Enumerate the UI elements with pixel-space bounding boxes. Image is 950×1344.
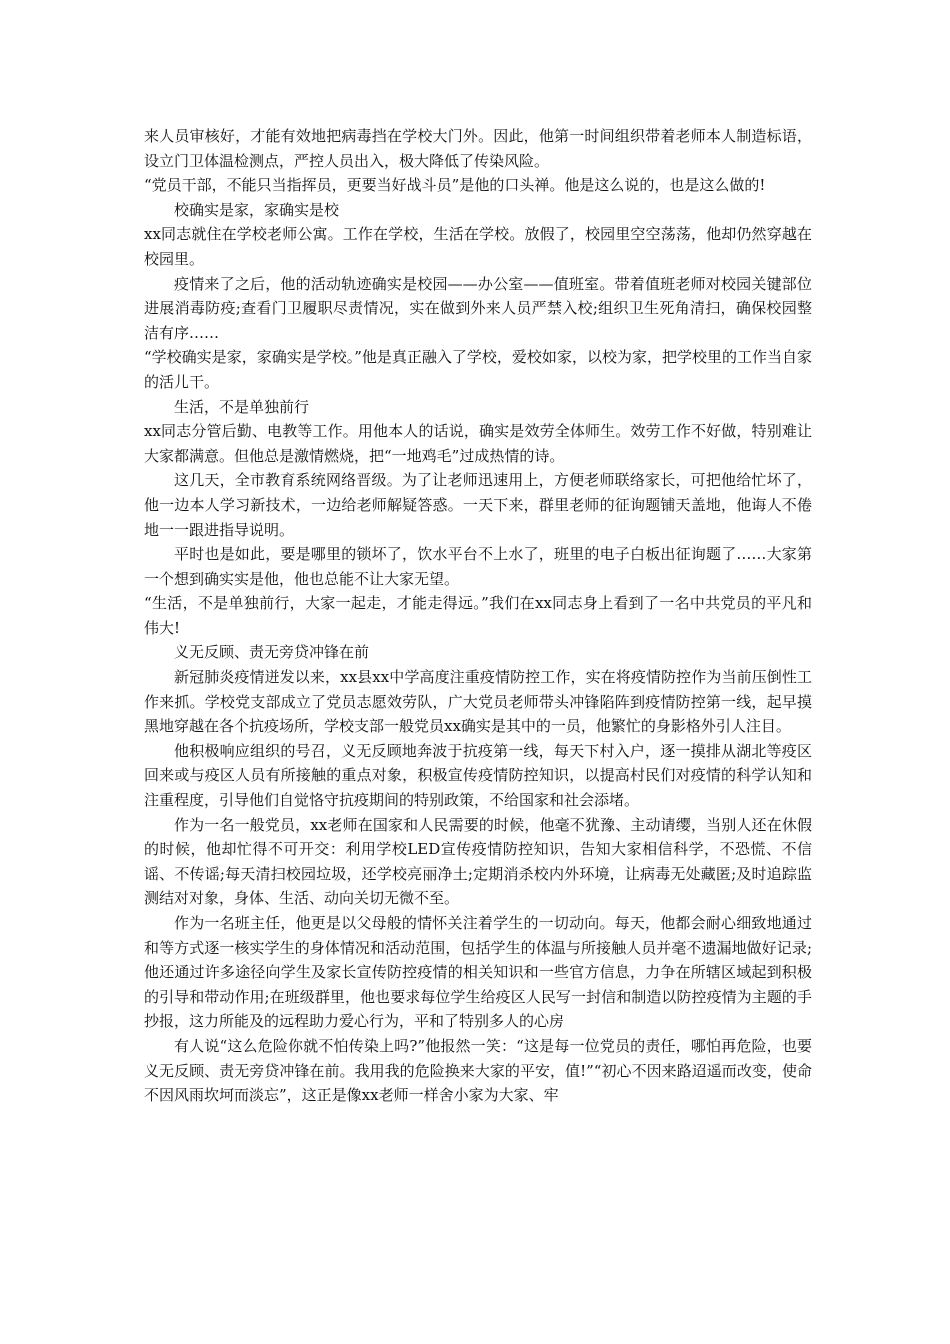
paragraph: 疫情来了之后，他的活动轨迹确实是校园——办公室——值班室。带着值班老师对校园关键部位进展消毒防疫;查看门卫履职尽责情况，实在做到外来人员严禁入校;组织卫生死角清扫，确保校园整洁有序…… bbox=[144, 274, 812, 342]
section-heading: 生活，不是单独前行 bbox=[174, 397, 310, 416]
paragraph: 他积极响应组织的号召，义无反顾地奔波于抗疫第一线，每天下村入户，逐一摸排从湖北等疫区回来或与疫区人员有所接触的重点对象，积极宣传疫情防控知识，以提高村民们对疫情的科学认知和注重程度，引导他们自觉恪守抗疫期间的特别政策，不给国家和社会添堵。 bbox=[144, 741, 812, 810]
document-body bbox=[144, 124, 812, 1108]
paragraph: 来人员审核好，才能有效地把病毒挡在学校大门外。因此，他第一时间组织带着老师本人制造标语，设立门卫体温检测点，严控人员出入，极大降低了传染风险。 bbox=[144, 127, 812, 170]
paragraph: 作为一名一般党员，xx老师在国家和人民需要的时候，他毫不犹豫、主动请缨，当别人还在休假的时候，他却忙得不可开交：利用学校LED宣传疫情防控知识，告知大家相信科学，不恐慌、不信谣、不传谣;每天清扫校园垃圾，还学校亮丽净土;定期消杀校内外环境，让病毒无处藏匿;及时追踪监测结对对象，身体、生活、动向关切无微不至。 bbox=[144, 815, 812, 908]
paragraph: xx同志分管后勤、电教等工作。用他本人的话说，确实是效劳全体师生。效劳工作不好做，特别难让大家都满意。但他总是激情燃烧，把“一地鸡毛”过成热情的诗。 bbox=[144, 422, 812, 465]
paragraph: 平时也是如此，要是哪里的锁坏了，饮水平台不上水了，班里的电子白板出征询题了……大家第一个想到确实实是他，他也总能不让大家无望。 bbox=[144, 545, 812, 588]
section-heading: 校确实是家，家确实是校 bbox=[174, 200, 340, 219]
paragraph: “生活，不是单独前行，大家一起走，才能走得远。”我们在xx同志身上看到了一名中共党员的平凡和伟大! bbox=[144, 594, 812, 637]
paragraph: 有人说“这么危险你就不怕传染上吗?”他报然一笑：“这是每一位党员的责任，哪怕再危险，也要义无反顾、责无旁贷冲锋在前。我用我的危险换来大家的平安，值!”“初心不因来路迢遥而改变，使命不因风雨坎坷而淡忘”，这正是像xx老师一样舍小家为大家、牢 bbox=[144, 1036, 812, 1105]
paragraph: 作为一名班主任，他更是以父母般的情怀关注着学生的一切动向。每天，他都会耐心细致地通过和等方式逐一核实学生的身体情况和活动范围，包括学生的体温与所接触人员并毫不遗漏地做好记录;他还通过许多途径向学生及家长宣传防控疫情的相关知识和一些官方信息，力争在所辖区域起到积极的引导和带动作用;在班级群里，他也要求每位学生给疫区人民写一封信和制造以防控疫情为主题的手抄报，这力所能及的远程助力爱心行为，平和了特别多人的心房 bbox=[144, 914, 812, 1031]
paragraph: xx同志就住在学校老师公寓。工作在学校，生活在学校。放假了，校园里空空荡荡，他却仍然穿越在校园里。 bbox=[144, 225, 812, 268]
paragraph: 这几天，全市教育系统网络晋级。为了让老师迅速用上，方便老师联络家长，可把他给忙坏了，他一边本人学习新技术，一边给老师解疑答惑。一天下来，群里老师的征询题铺天盖地，他诲人不倦地一一跟进指导说明。 bbox=[144, 471, 812, 539]
paragraph: “党员干部，不能只当指挥员，更要当好战斗员”是他的口头禅。他是这么说的，也是这么做的! bbox=[144, 176, 766, 195]
paragraph: “学校确实是家，家确实是学校。”他是真正融入了学校，爱校如家，以校为家，把学校里的工作当自家的活儿干。 bbox=[144, 348, 812, 391]
section-heading: 义无反顾、责无旁贷冲锋在前 bbox=[174, 643, 370, 662]
paragraph: 新冠肺炎疫情迸发以来，xx县xx中学高度注重疫情防控工作，实在将疫情防控作为当前压倒性工作来抓。学校党支部成立了党员志愿效劳队，广大党员老师带头冲锋陷阵到疫情防控第一线，起早摸黑地穿越在各个抗疫场所，学校支部一般党员xx确实是其中的一员，他繁忙的身影格外引人注目。 bbox=[144, 668, 812, 736]
